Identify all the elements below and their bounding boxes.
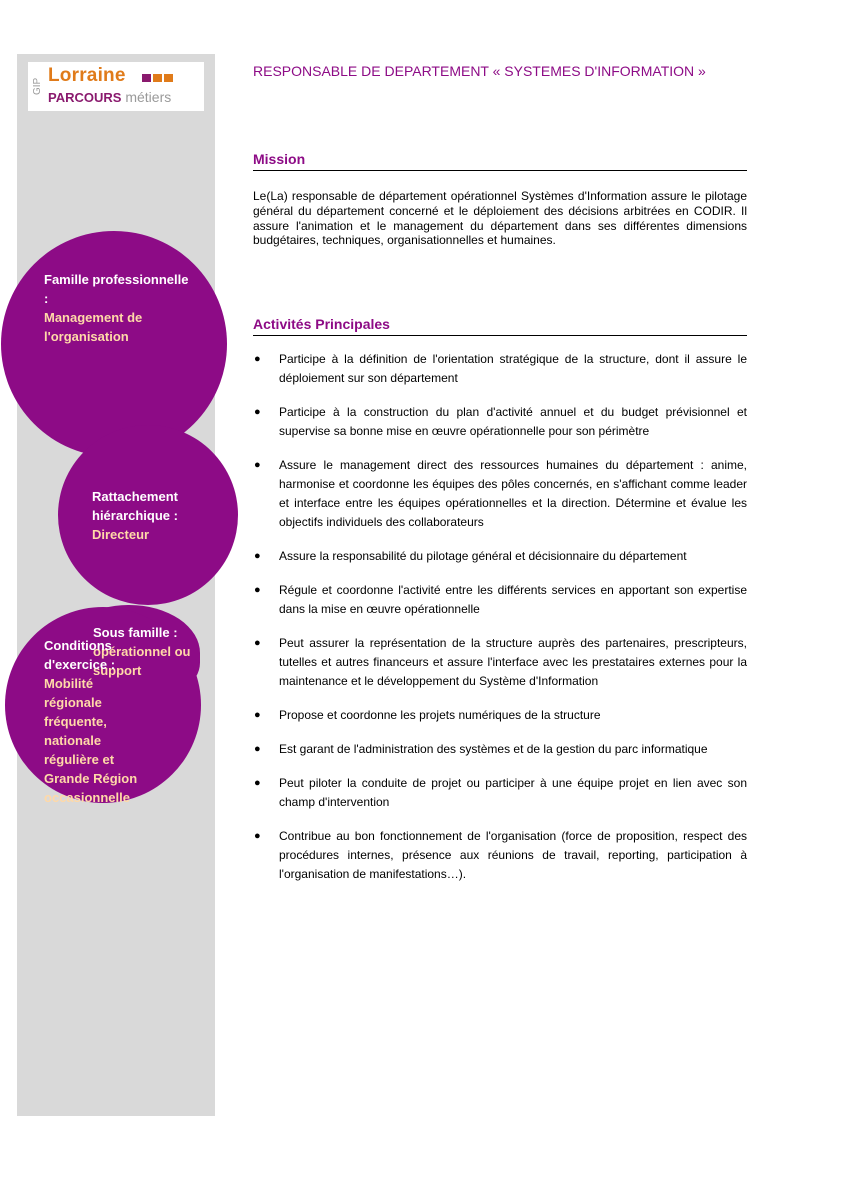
activity-text: Contribue au bon fonctionnement de l'organisation (force de proposition, respect des procédures internes, présence aux réunions de travail, reporting, participation à l'organisation de manifestations…).: [279, 829, 747, 881]
bullet-icon: ●: [254, 353, 261, 365]
activity-text: Propose et coordonne les projets numériques de la structure: [279, 708, 601, 722]
bullet-icon: ●: [254, 637, 261, 649]
activity-text: Peut piloter la conduite de projet ou participer à une équipe projet en lien avec son champ d'intervention: [279, 776, 747, 809]
logo-tagline: [48, 89, 171, 105]
list-item: [253, 581, 747, 619]
gip-lorraine-logo: [28, 62, 204, 111]
famille-label: Famille professionnelle :: [44, 272, 189, 306]
logo-tagline-light: métiers: [125, 89, 172, 105]
activity-text: Participe à la définition de l'orientation stratégique de la structure, dont il assure le déploiement sur son département: [279, 352, 747, 385]
logo-tagline-bold: PARCOURS: [48, 90, 122, 105]
rattachement-text: [92, 487, 202, 544]
activities-list: [253, 350, 747, 899]
bullet-icon: ●: [254, 709, 261, 721]
list-item: [253, 350, 747, 388]
list-item: [253, 706, 747, 725]
logo-brand: Lorraine: [48, 65, 126, 86]
sous-famille-label: Sous famille :: [93, 625, 178, 640]
page-title: RESPONSABLE DE DEPARTEMENT « SYSTEMES D'INFORMATION »: [253, 63, 706, 79]
famille-value: Management de l'organisation: [44, 310, 143, 344]
logo-square-icon: [142, 74, 151, 82]
list-item: [253, 456, 747, 532]
famille-text: [44, 270, 194, 346]
bullet-icon: ●: [254, 459, 261, 471]
mission-text: Le(La) responsable de département opérationnel Systèmes d'Information assure le pilotage général du département concerné et le déploiement des décisions arbitrées en CODIR. Il assure l'animation et le management du département dans ses différentes dimensions budgétaires, techniques, organisationnelles et humaines.: [253, 189, 747, 248]
list-item: [253, 547, 747, 566]
activity-text: Régule et coordonne l'activité entre les différents services en apportant son expertise dans la mise en œuvre opérationnelle: [279, 583, 747, 616]
bullet-icon: ●: [254, 406, 261, 418]
bullet-icon: ●: [254, 550, 261, 562]
activity-text: Assure la responsabilité du pilotage général et décisionnaire du département: [279, 549, 687, 563]
mission-heading: Mission: [253, 151, 747, 171]
activity-text: Participe à la construction du plan d'activité annuel et du budget prévisionnel et supervise sa bonne mise en œuvre opérationnelle pour son périmètre: [279, 405, 747, 438]
activities-heading: Activités Principales: [253, 316, 747, 336]
list-item: [253, 634, 747, 691]
logo-square-icon: [153, 74, 162, 82]
conditions-text: [44, 636, 154, 807]
logo-square-icon: [164, 74, 173, 82]
rattachement-label: Rattachement hiérarchique :: [92, 489, 178, 523]
bullet-icon: ●: [254, 830, 261, 842]
conditions-value: Mobilité régionale fréquente, nationale régulière et Grande Région occasionnelle: [44, 676, 138, 805]
list-item: [253, 403, 747, 441]
list-item: [253, 740, 747, 759]
bullet-icon: ●: [254, 743, 261, 755]
list-item: [253, 774, 747, 812]
conditions-label: Conditions d'exercice :: [44, 638, 116, 672]
bullet-icon: ●: [254, 584, 261, 596]
activity-text: Peut assurer la représentation de la structure auprès des partenaires, prescripteurs, tutelles et autres financeurs et assure l'interface avec les prestataires externes pour la maintenance et le développement du Système d'Information: [279, 636, 747, 688]
sous-famille-value: opérationnel ou support: [93, 644, 191, 678]
rattachement-value: Directeur: [92, 527, 150, 542]
activity-text: Assure le management direct des ressources humaines du département : anime, harmonise et coordonne les équipes des pôles concernés, en s'affichant comme leader et interface entre les équipes opérationnelles et la direction. Détermine et évalue les objectifs individuels des collaborateurs: [279, 458, 747, 529]
bullet-icon: ●: [254, 777, 261, 789]
activity-text: Est garant de l'administration des systèmes et de la gestion du parc informatique: [279, 742, 708, 756]
logo-side-text: GIP: [32, 77, 43, 95]
list-item: [253, 827, 747, 884]
